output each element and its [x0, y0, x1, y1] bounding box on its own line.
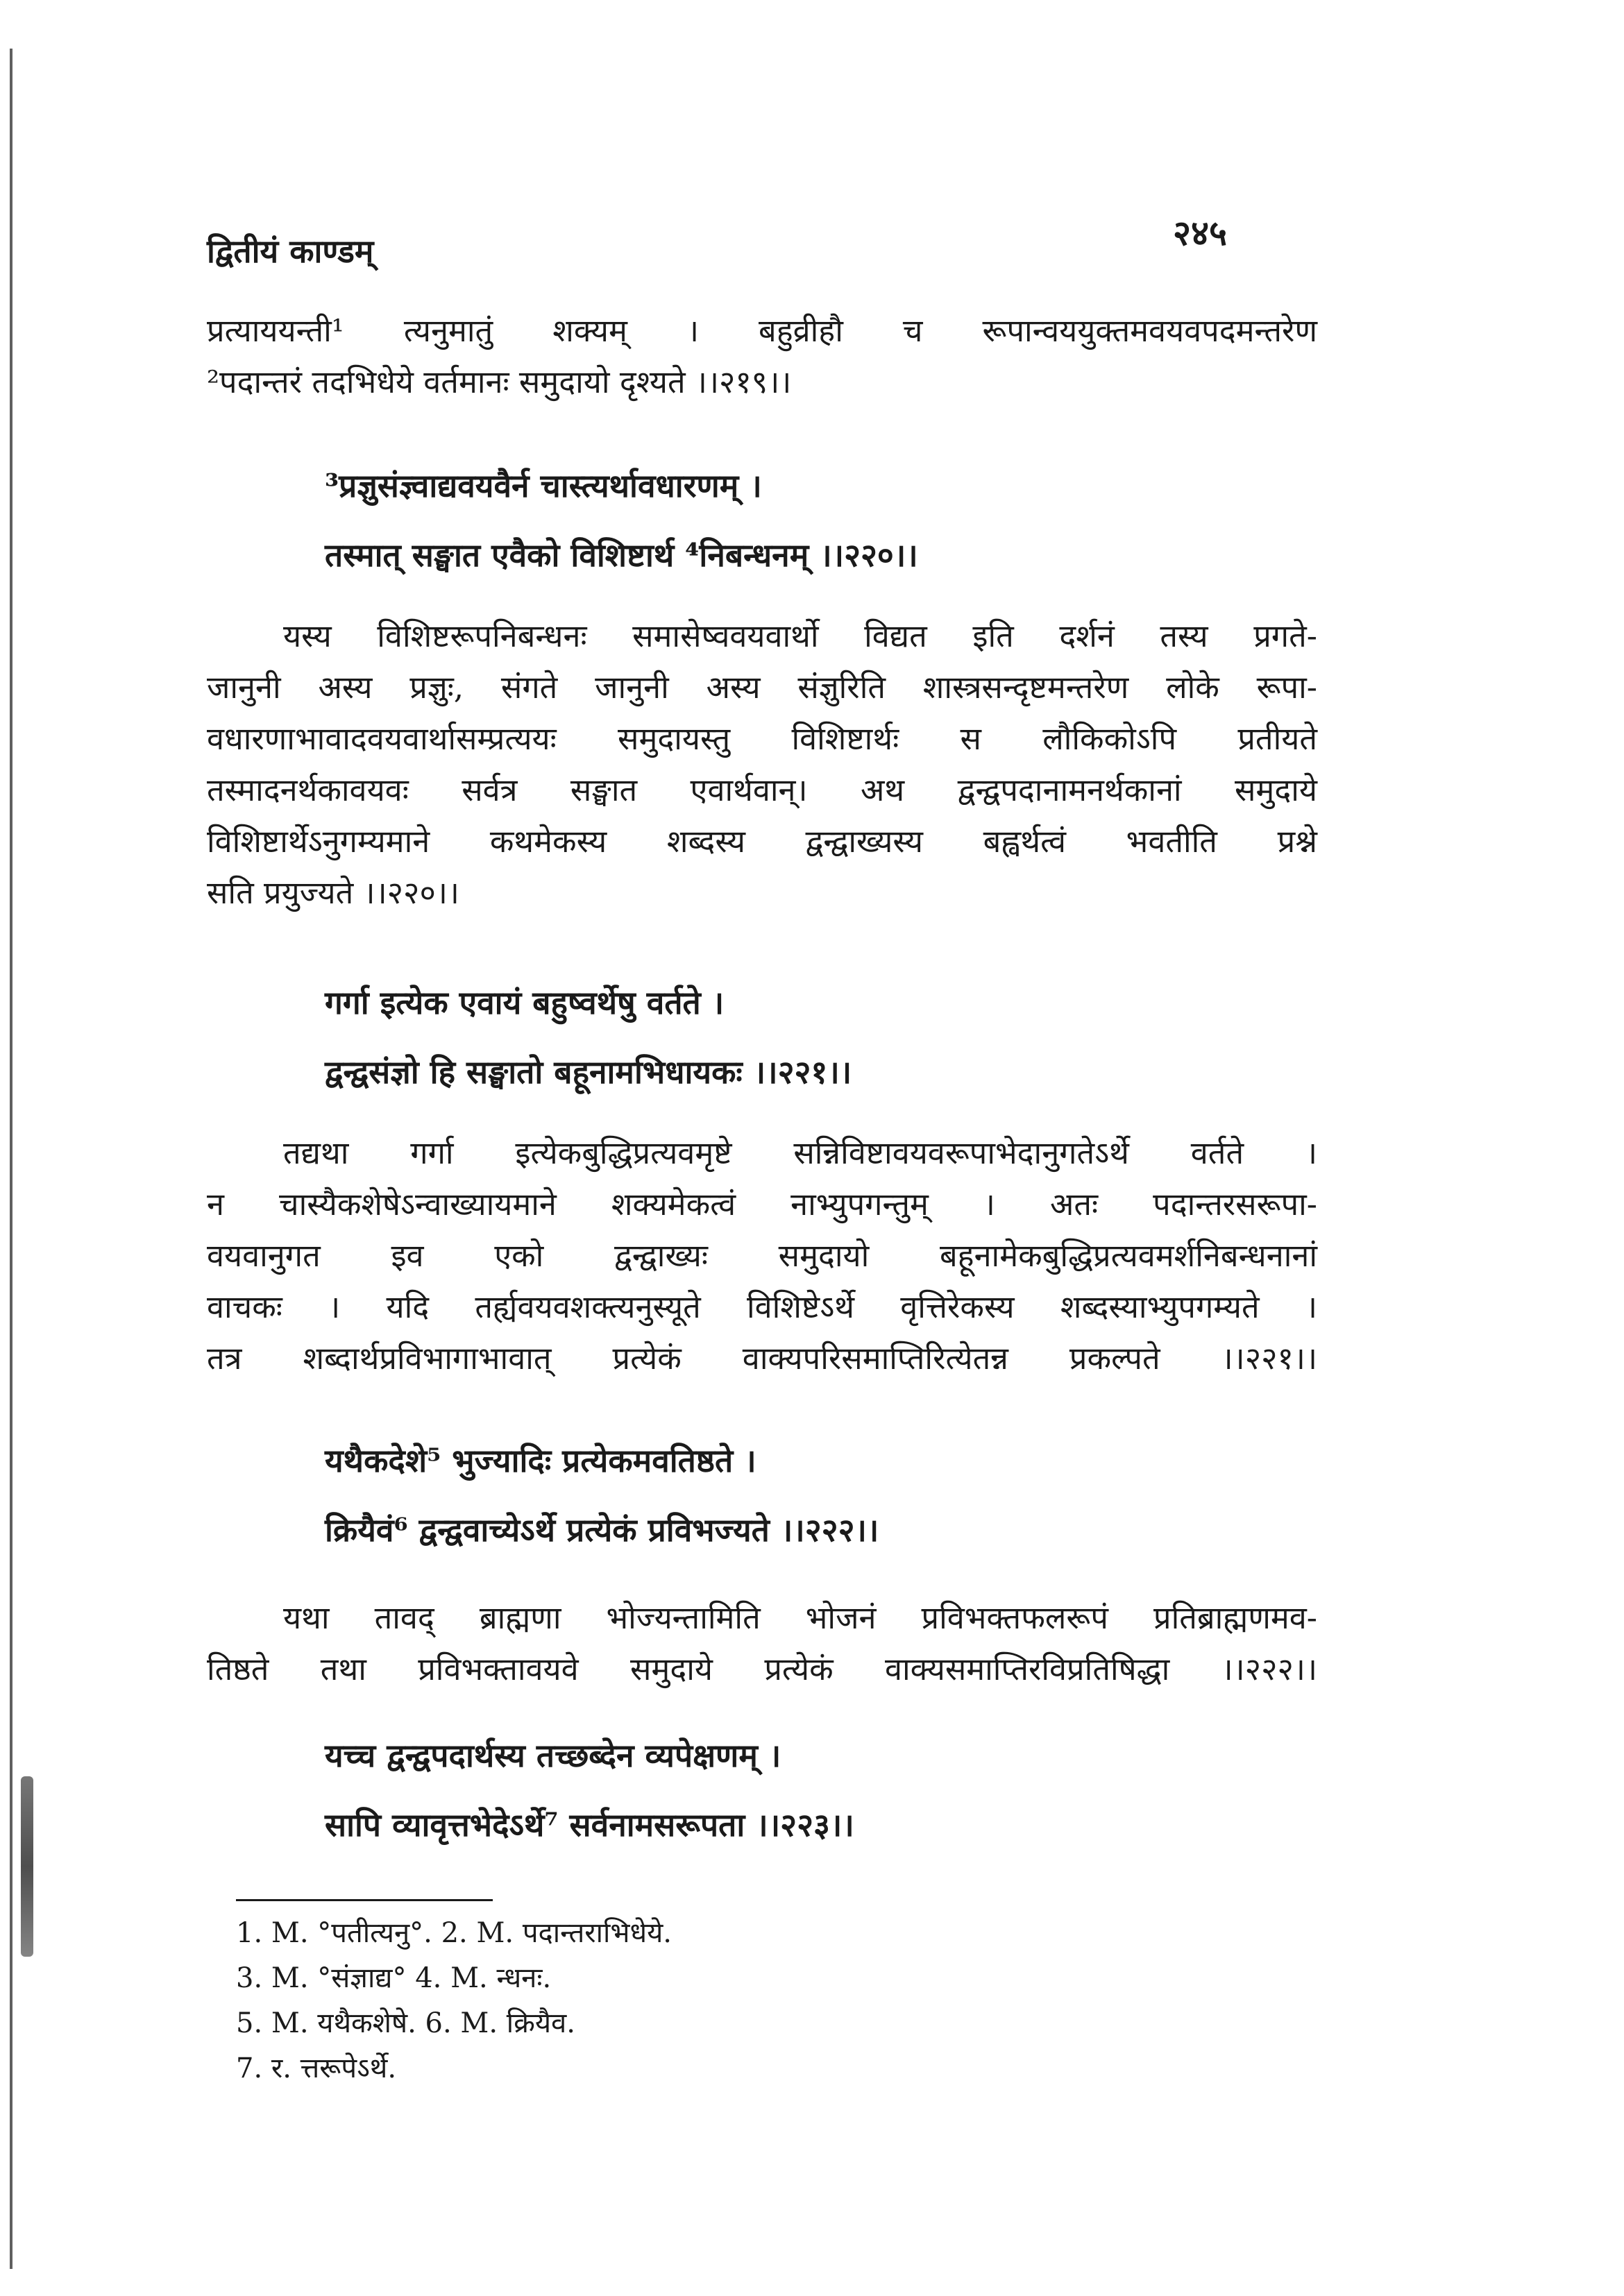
footnote: 3. M. °संज्ञाद्य° 4. M. न्धनः. — [236, 1962, 552, 1994]
verse-line: गर्गा इत्येक एवायं बहुष्वर्थेषु वर्तते । — [325, 984, 725, 1021]
footnote: 5. M. यथैकशेषे. 6. M. क्रियैव. — [236, 2007, 575, 2039]
text-line: विशिष्टार्थेऽनुगम्यमाने कथमेकस्य शब्दस्य द्वन्द्वाख्यस्य बह्वर्थत्वं भवतीति प्रश्ने — [207, 823, 1317, 860]
text-line: यस्य विशिष्टरूपनिबन्धनः समासेष्ववयवार्थो विद्यत इति दर्शनं तस्य प्रगते- — [283, 618, 1317, 654]
page-binding-edge — [10, 49, 12, 2269]
verse-line: तस्मात् सङ्घात एवैको विशिष्टार्थ ⁴निबन्धनम् ।।२२०।। — [325, 536, 918, 574]
binding-stain — [21, 1776, 33, 1957]
commentary-paragraph-2 — [207, 611, 1317, 919]
footnotes — [236, 1911, 672, 2091]
commentary-paragraph-3 — [207, 1128, 1317, 1384]
text-line: वयवानुगत इव एको द्वन्द्वाख्यः समुदायो बहूनामेकबुद्धिप्रत्यवमर्शनिबन्धनानां — [207, 1237, 1317, 1274]
text-line: जानुनी अस्य प्रज्ञुः, संगते जानुनी अस्य संज्ञुरिति शास्त्रसन्दृष्टमन्तरेण लोके रूपा- — [207, 669, 1317, 706]
text-line: वाचकः । यदि तर्ह्यवयवशक्त्यनुस्यूते विशिष्टेऽर्थे वृत्तिरेकस्य शब्दस्याभ्युपगम्यते । — [207, 1289, 1317, 1325]
verse-line: सापि व्यावृत्तभेदेऽर्थे⁷ सर्वनामसरूपता ।।२२३।। — [325, 1806, 854, 1844]
commentary-paragraph-1 — [207, 305, 1317, 408]
text-line: तत्र शब्दार्थप्रविभागाभावात् प्रत्येकं वाक्यपरिसमाप्तिरित्येतन्न प्रकल्पते ।।२२१।। — [207, 1340, 1317, 1377]
verse-line: यच्च द्वन्द्वपदार्थस्य तच्छब्देन व्यपेक्षणम् । — [325, 1737, 781, 1774]
verse-223 — [325, 1721, 1227, 1860]
verse-line: ³प्रज्ञुसंज्ञ्वाद्यवयवैर्न चास्त्यर्थावधारणम् । — [325, 467, 762, 504]
page-number: २४५ — [1173, 212, 1227, 253]
running-title: द्वितीयं काण्डम् — [207, 232, 374, 270]
text-line: वधारणाभावादवयवार्थासम्प्रत्ययः समुदायस्तु विशिष्टार्थः स लौकिकोऽपि प्रतीयते — [207, 720, 1317, 757]
verse-221 — [325, 968, 1227, 1107]
text-line: न चास्यैकशेषेऽन्वाख्यायमाने शक्यमेकत्वं नाभ्युपगन्तुम् । अतः पदान्तरसरूपा- — [207, 1186, 1317, 1223]
verse-line: द्वन्द्वसंज्ञो हि सङ्घातो बहूनामभिधायकः ।।२२१।। — [325, 1053, 852, 1091]
verse-line: क्रियैवं⁶ द्वन्द्ववाच्येऽर्थे प्रत्येकं प्रविभज्यते ।।२२२।। — [325, 1511, 879, 1549]
text-line: सति प्रयुज्यते ।।२२०।। — [207, 874, 459, 911]
text-line: तद्यथा गर्गा इत्येकबुद्धिप्रत्यवमृष्टे सन्निविष्टावयवरूपाभेदानुगतेऽर्थे वर्तते । — [283, 1134, 1317, 1171]
text-line: तस्मादनर्थकावयवः सर्वत्र सङ्घात एवार्थवान्। अथ द्वन्द्वपदानामनर्थकानां समुदाये — [207, 772, 1317, 808]
text-line: ²पदान्तरं तदभिधेये वर्तमानः समुदायो दृश्यते ।।२१९।। — [207, 364, 792, 400]
footnote: 1. M. °पतीत्यनु°. 2. M. पदान्तराभिधेये. — [236, 1917, 672, 1949]
verse-line: यथैकदेशे⁵ भुज्यादिः प्रत्येकमवतिष्ठते । — [325, 1442, 756, 1479]
text-line: प्रत्याययन्ती¹ त्यनुमातुं शक्यम् । बहुव्रीहौ च रूपान्वययुक्तमवयवपदमन्तरेण — [207, 312, 1317, 349]
text-line: यथा तावद् ब्राह्मणा भोज्यन्तामिति भोजनं प्रविभक्तफलरूपं प्रतिब्राह्मणमव- — [283, 1599, 1317, 1636]
verse-222 — [325, 1426, 1227, 1565]
commentary-paragraph-4 — [207, 1592, 1317, 1695]
footnote-divider — [236, 1899, 493, 1901]
verse-220 — [325, 451, 1227, 590]
text-line: तिष्ठते तथा प्रविभक्तावयवे समुदाये प्रत्येकं वाक्यसमाप्तिरविप्रतिषिद्धा ।।२२२।। — [207, 1651, 1317, 1687]
footnote: 7. र. त्तरूपेऽर्थे. — [236, 2052, 397, 2084]
